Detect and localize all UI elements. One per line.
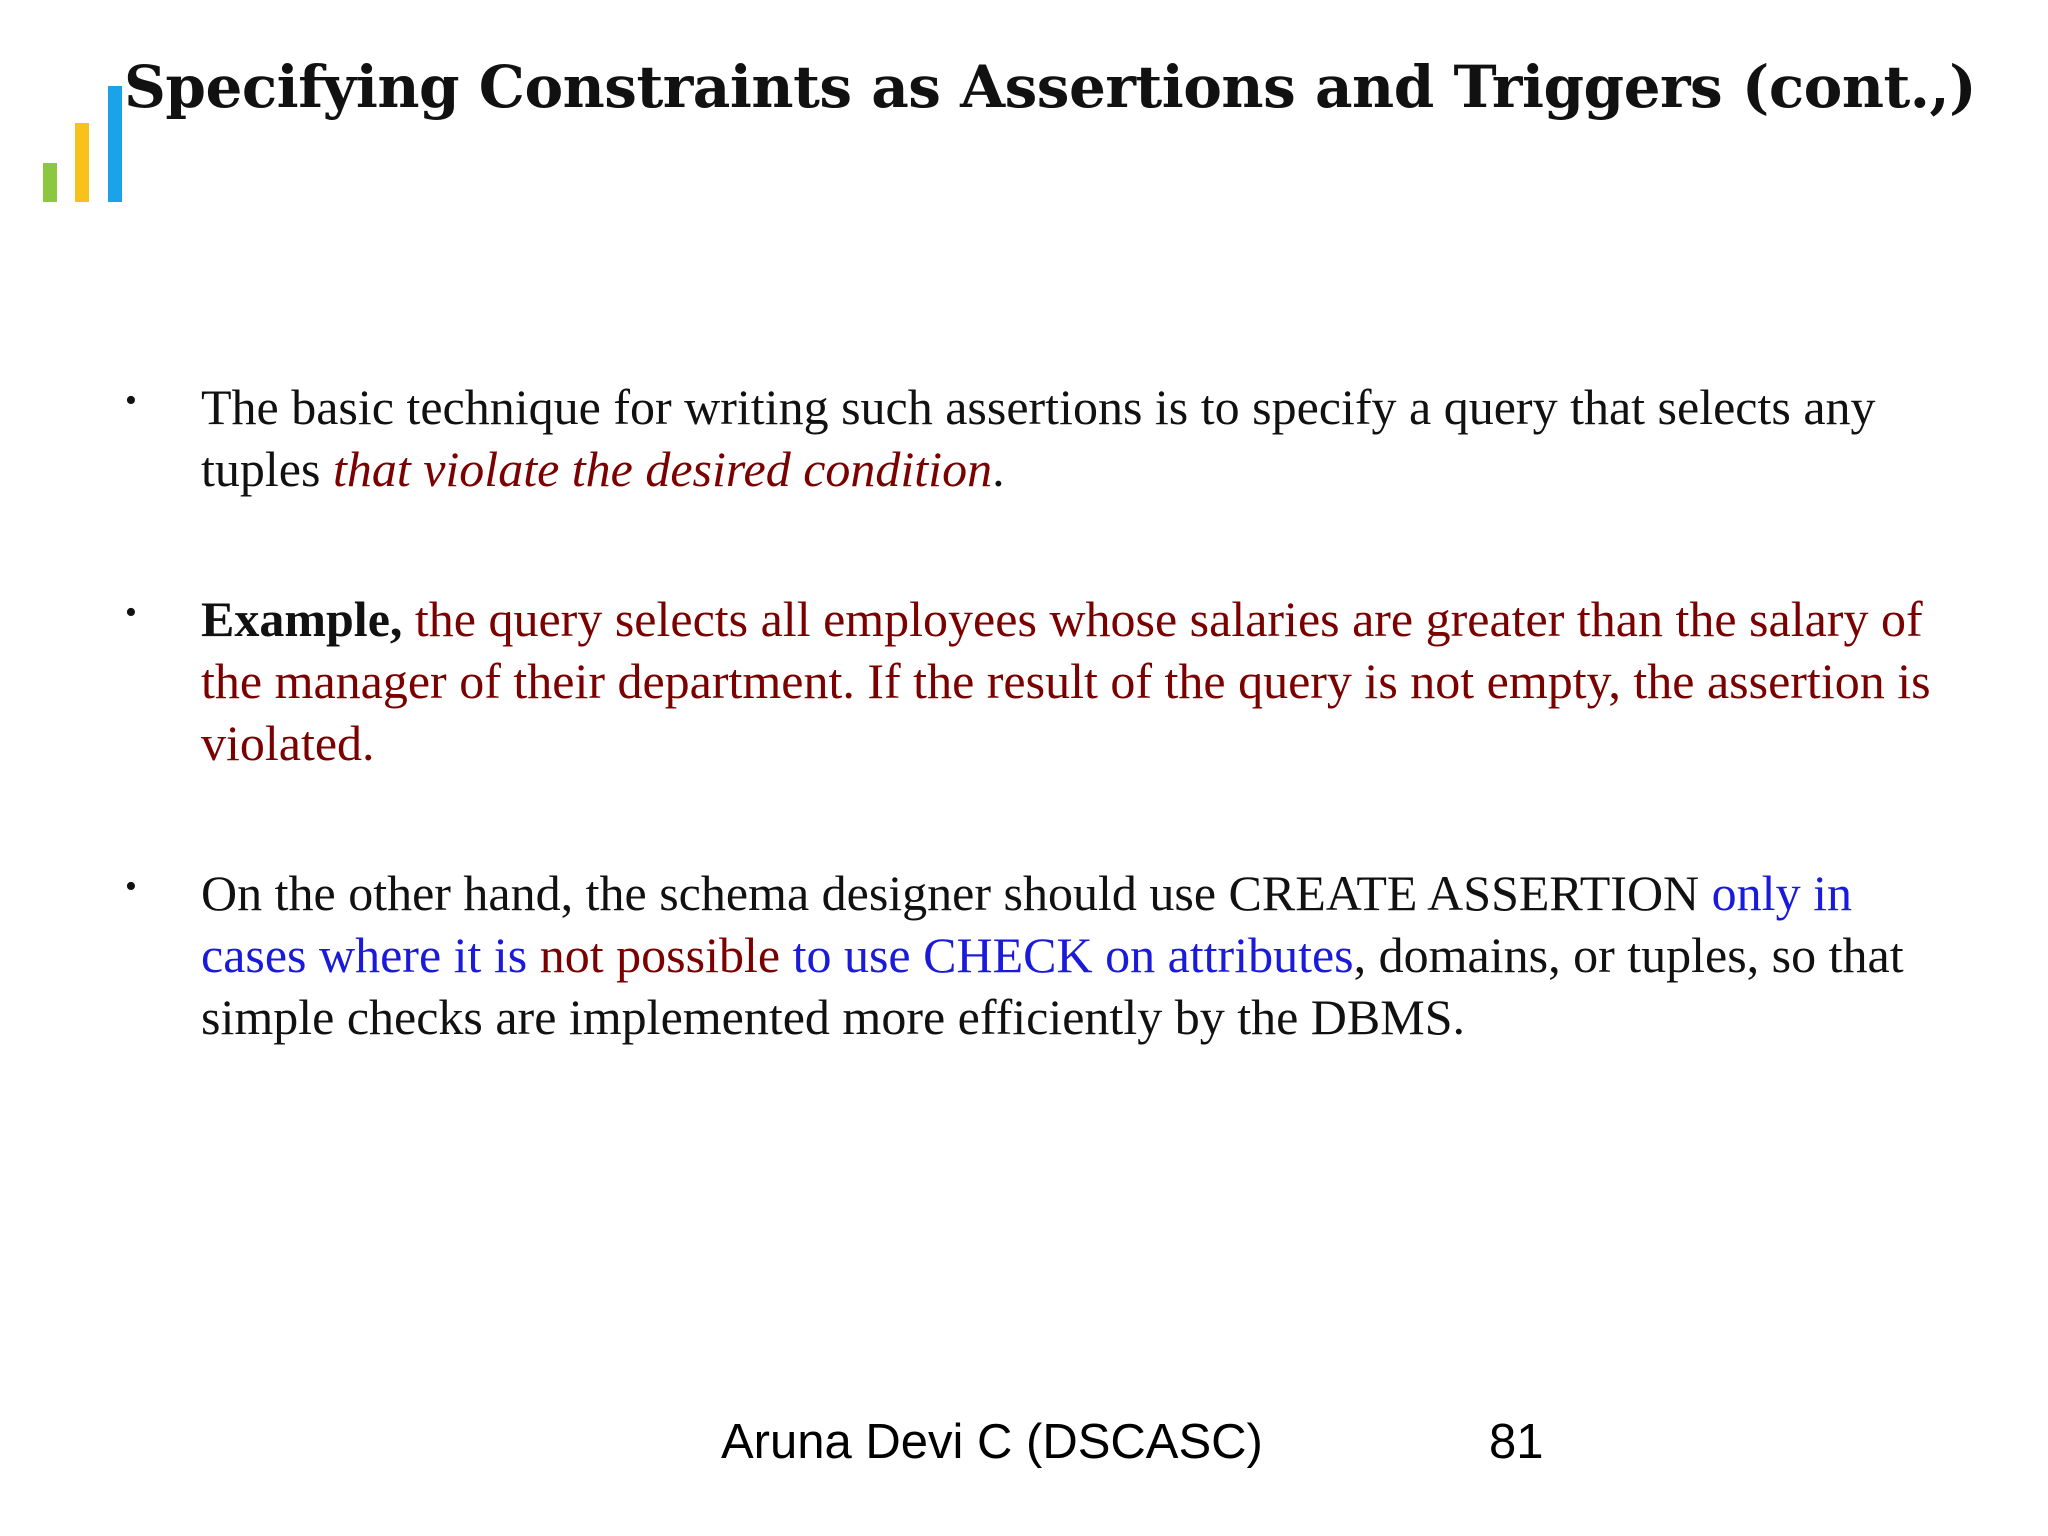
- bullet-text: On the other hand, the schema designer should use CREATE ASSERTION: [201, 865, 1712, 921]
- slide-title: Specifying Constraints as Assertions and Triggers (cont.,): [124, 53, 1977, 121]
- logo-bar-blue: [108, 86, 122, 202]
- bullet-dot-icon: •: [125, 868, 137, 905]
- logo-bar-green: [43, 163, 57, 202]
- bullet-text-red: not possible: [539, 927, 781, 983]
- bullet-text: .: [992, 441, 1005, 497]
- bullet-dot-icon: •: [125, 382, 137, 419]
- bullet-list: [120, 376, 1950, 1048]
- bullet-item: [120, 376, 1950, 500]
- bullet-text: The basic technique for writing such assertions is to specify a query that selects any tuples: [201, 379, 1876, 497]
- bullet-dot-icon: •: [125, 594, 137, 631]
- bullet-text-red: the query selects all employees whose salaries are greater than the salary of the manager of their department. If the result of the query is not empty, the assertion is violated.: [201, 591, 1931, 771]
- page-number: 81: [1489, 1415, 1544, 1469]
- footer-author: Aruna Devi C (DSCASC): [721, 1415, 1263, 1469]
- bullet-item: [120, 862, 1950, 1048]
- bullet-item: [120, 588, 1950, 774]
- logo-bar-yellow: [75, 123, 89, 202]
- bullet-text: , domains, or tuples, so that simple checks are implemented more efficiently by the DBMS.: [201, 927, 1904, 1045]
- bullet-text-emphasis: that violate the desired condition: [332, 441, 993, 497]
- bullet-text-blue: to use CHECK on attributes: [780, 927, 1354, 983]
- bullet-text-bold: Example,: [201, 591, 403, 647]
- bullet-text-blue: only in cases where it is: [201, 865, 1852, 983]
- bar-chart-logo-icon: [43, 86, 128, 202]
